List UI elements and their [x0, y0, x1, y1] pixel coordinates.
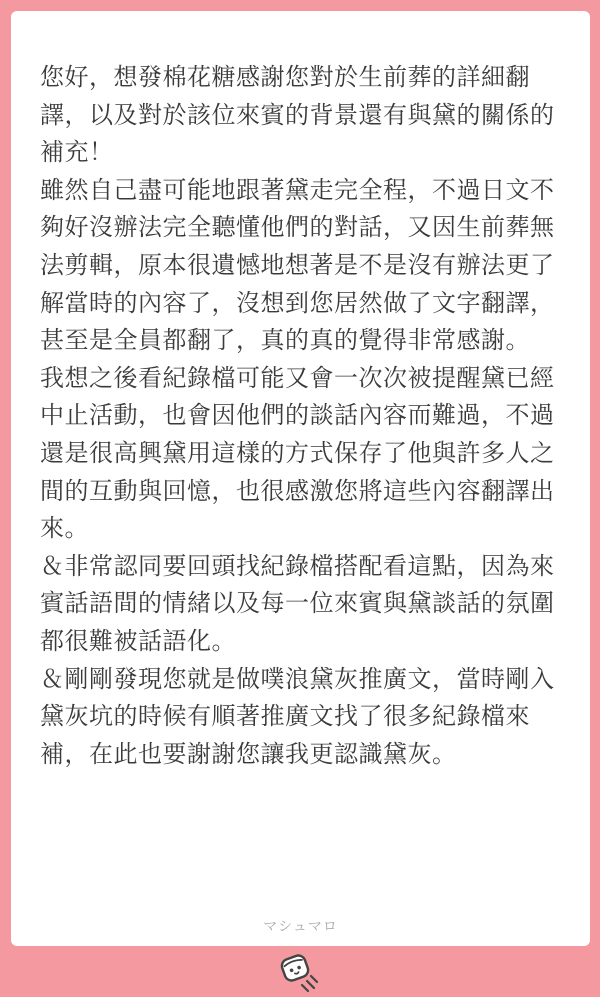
message-body [40, 59, 570, 773]
message-paragraph-5: ＆剛剛發現您就是做噗浪黛灰推廣文，當時剛入 黛灰坑的時候有順著推廣文找了很多紀錄檔來 補，在此也要謝謝您讓我更認識黛灰。 [40, 664, 555, 768]
message-paragraph-1: 您好，想發棉花糖感謝您對於生前葬的詳細翻 譯，以及對於該位來賓的背景還有與黛的關係的 補充！ [40, 63, 555, 167]
message-paragraph-4: ＆非常認同要回頭找紀錄檔搭配看這點，因為來 賓話語間的情緒以及每一位來賓與黛談話的氛圍 都很難被話語化。 [40, 551, 555, 655]
message-paragraph-3: 我想之後看紀錄檔可能又會一次次被提醒黛已經 中止活動，也會因他們的談話內容而難過，不過 還是很高興黛用這樣的方式保存了他與許多人之 間的互動與回憶，也很感激您將這些內容翻譯出 來。 [40, 363, 555, 543]
message-card [11, 11, 590, 946]
message-paragraph-2: 雖然自己盡可能地跟著黛走完全程，不過日文不 夠好沒辦法完全聽懂他們的對話，又因生前葬無 法剪輯，原本很遺憾地想著是不是沒有辦法更了 解當時的內容了，沒想到您居然做了文字翻譯， 甚至是全員都翻了，真的真的覺得非常感謝。 [40, 175, 555, 355]
marshmallow-logo-icon [276, 950, 324, 994]
brand-label: マシュマロ [263, 919, 338, 935]
